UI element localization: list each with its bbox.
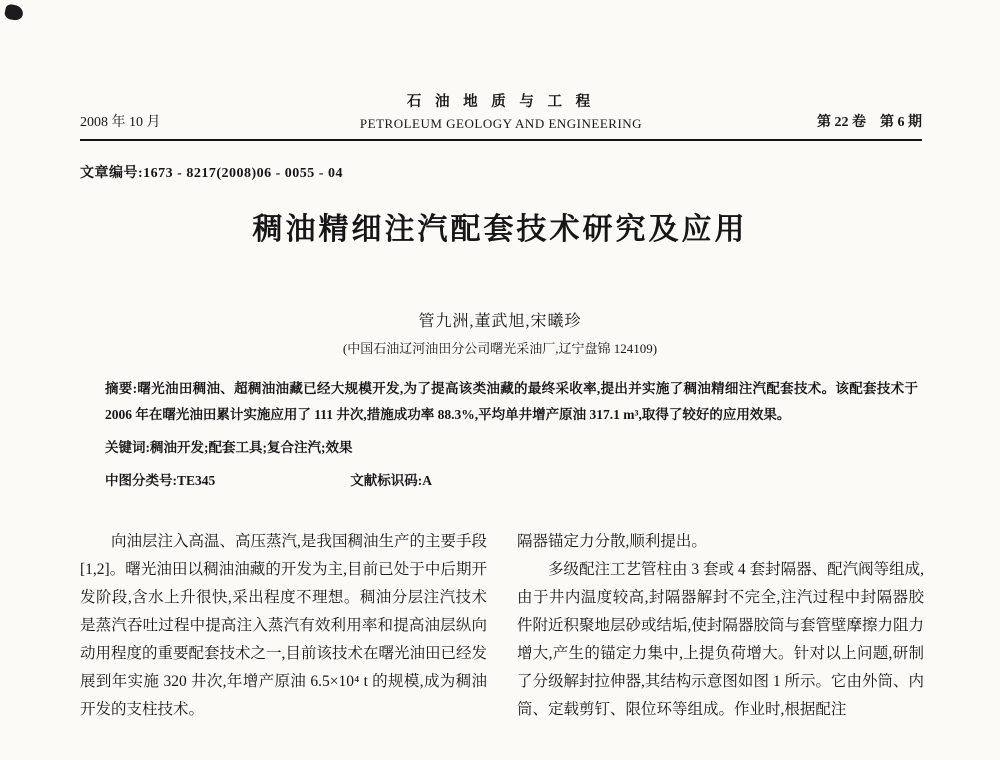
journal-name-cn: 石 油 地 质 与 工 程 — [406, 94, 596, 110]
affiliation: (中国石油辽河油田分公司曙光采油厂,辽宁盘锦 124109) — [342, 341, 658, 356]
body-paragraph: 多级配注工艺管柱由 3 套或 4 套封隔器、配汽阀等组成,由于井内温度较高,封隔器解封不完全,注汽过程中封隔器胶件附近积聚地层砂或结垢,使封隔器胶筒与套管壁摩擦力阻力增大,产生的锚定力集中,上提负荷增大。针对以上问题,研制了分级解封拉伸器,其结构示意图如图 1 所示。它由外筒、内筒、定载剪钉、限位环等组成。作业时,根据配注 — [517, 561, 924, 718]
journal-name-en: PETROLEUM GEOLOGY AND ENGINEERING — [359, 116, 643, 131]
body-paragraph: 向油层注入高温、高压蒸汽,是我国稠油生产的主要手段[1,2]。曙光油田以稠油油藏的开发为主,目前已处于中后期开发阶段,含水上升很快,采出程度不理想。稠油分层注汽技术是蒸汽吞吐过程中提高注入蒸汽有效利用率和提高油层纵向动用程度的重要配套技术之一,目前该技术在曙光油田已经发展到年实施 320 井次,年增产原油 6.5×10⁴ t 的规模,成为稠油开发的支柱技术。 — [80, 533, 487, 718]
journal-title-block — [360, 90, 642, 132]
classification-line — [105, 468, 918, 494]
body-paragraph: 隔器锚定力分散,顺利提出。 — [517, 533, 707, 550]
volume-issue: 第 22 卷 第 6 期 — [817, 115, 922, 130]
issue-date: 2008 年 10 月 — [80, 115, 161, 130]
scan-artifact — [4, 3, 25, 21]
keywords-line: 关键词:稠油开发;配套工具;复合注汽;效果 — [105, 440, 353, 455]
paper-title: 稠油精细注汽配套技术研究及应用 — [252, 213, 748, 246]
abstract-text: 摘要:曙光油田稠油、超稠油油藏已经大规模开发,为了提高该类油藏的最终采收率,提出并实施了稠油精细注汽配套技术。该配套技术于 2006 年在曙光油田累计实施应用了 111 井次,措施成功率 88.3%,平均单井增产原油 317.1 m³,取得了较好的应用效果。 — [105, 381, 918, 422]
header-rule — [80, 139, 922, 141]
left-column — [80, 528, 487, 760]
document-code: 文献标识码:A — [350, 473, 433, 488]
abstract-block — [105, 376, 918, 494]
right-column — [517, 528, 924, 760]
body-columns — [80, 528, 924, 760]
journal-header — [80, 90, 922, 141]
journal-header-row — [80, 90, 922, 132]
article-id: 文章编号:1673 - 8217(2008)06 - 0055 - 04 — [80, 166, 343, 181]
clc-number: 中图分类号:TE345 — [105, 473, 216, 488]
authors: 管九洲,董武旭,宋曦珍 — [418, 313, 582, 330]
